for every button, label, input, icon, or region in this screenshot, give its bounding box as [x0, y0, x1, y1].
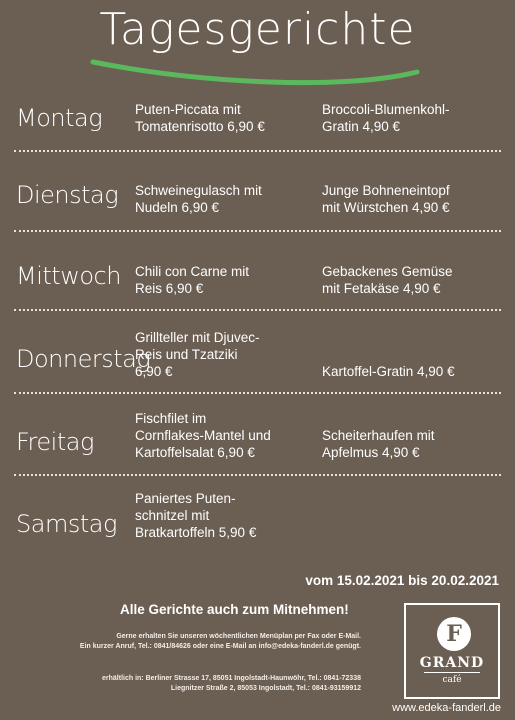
- address-line-1: erhältlich in: Berliner Strasse 17, 85051 Ingolstadt-Haunwöhr, Tel.: 0841-72338: [102, 675, 361, 682]
- day-row-samstag: [0, 476, 515, 556]
- logo-divider: [424, 672, 480, 673]
- address-text: [1, 674, 361, 694]
- main-dish: Fischfilet im Cornflakes-Mantel und Kartoffelsalat 6,90 €: [135, 411, 271, 460]
- day-label: Montag: [16, 104, 103, 132]
- logo-brand: GRAND: [419, 655, 485, 671]
- day-row-montag: [0, 92, 515, 152]
- day-label: Freitag: [16, 428, 94, 456]
- main-dish: Grillteller mit Djuvec- Reis und Tzatziki 6,90 €: [135, 330, 260, 379]
- veggie-dish: Scheiterhaufen mit Apfelmus 4,90 €: [322, 428, 435, 460]
- title-underline-swoosh: [85, 44, 425, 94]
- date-range: vom 15.02.2021 bis 20.02.2021: [305, 573, 499, 588]
- info-line-2: Ein kurzer Anruf, Tel.: 0841/84626 oder eine E-Mail an info@edeka-fanderl.de genügt.: [79, 643, 361, 650]
- day-label: Donnerstag: [16, 345, 151, 373]
- day-row-freitag: [0, 394, 515, 476]
- day-label: Dienstag: [16, 181, 119, 209]
- day-row-donnerstag: [0, 311, 515, 394]
- website-link[interactable]: www.edeka-fanderl.de: [392, 702, 501, 714]
- logo-letter: F: [437, 617, 471, 651]
- day-label: Samstag: [16, 510, 117, 538]
- day-label: Mittwoch: [16, 262, 121, 290]
- veggie-dish: Gebackenes Gemüse mit Fetakäse 4,90 €: [322, 264, 453, 296]
- main-dish: Chili con Carne mit Reis 6,90 €: [135, 264, 250, 296]
- info-line-1: Gerne erhalten Sie unseren wöchentlichen Menüplan per Fax oder E-Mail.: [116, 633, 361, 640]
- day-row-mittwoch: [0, 232, 515, 311]
- day-list: [0, 92, 515, 556]
- takeaway-note: Alle Gerichte auch zum Mitnehmen!: [120, 602, 349, 617]
- veggie-dish: Junge Bohneneintopf mit Würstchen 4,90 €: [322, 183, 450, 215]
- grand-cafe-logo: [404, 603, 500, 699]
- veggie-dish: Broccoli-Blumenkohl- Gratin 4,90 €: [322, 102, 450, 134]
- page-title: Tagesgerichte: [99, 4, 416, 55]
- logo-sub: café: [442, 675, 462, 685]
- main-dish: Paniertes Puten- schnitzel mit Bratkartoffeln 5,90 €: [135, 491, 257, 540]
- day-row-dienstag: [0, 152, 515, 232]
- main-dish: Puten-Piccata mit Tomatenrisotto 6,90 €: [135, 102, 265, 134]
- address-line-2: Liegnitzer Straße 2, 85053 Ingolstadt, Tel.: 0841-93159912: [170, 685, 361, 692]
- main-dish: Schweinegulasch mit Nudeln 6,90 €: [135, 183, 262, 215]
- info-text: [1, 632, 361, 652]
- veggie-dish: Kartoffel-Gratin 4,90 €: [322, 364, 455, 379]
